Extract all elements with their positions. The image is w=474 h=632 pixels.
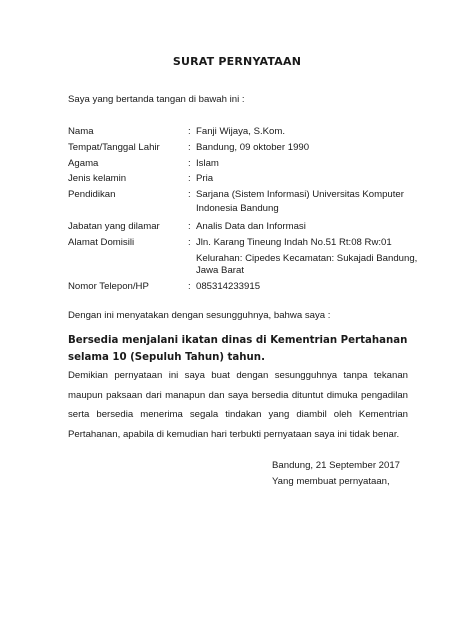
field-value-jenis-kelamin: : Pria [188,173,214,184]
place-date: Bandung, 21 September 2017 [272,460,401,471]
field-label-ttl: Tempat/Tanggal Lahir [68,142,160,153]
declaration-intro: Dengan ini menyatakan dengan sesungguhnya, bahwa saya : [68,310,331,321]
commitment-statement: Bersedia menjalani ikatan dinas di Kementrian Pertahanan selama 10 (Sepuluh Tahun) tahun. [68,335,408,363]
field-label-jenis-kelamin: Jenis kelamin [68,173,127,184]
field-value-alamat-cont: Kelurahan: Cipedes Kecamatan: Sukajadi Bandung, [196,253,418,264]
field-label-jabatan: Jabatan yang dilamar [68,221,160,232]
field-label-pendidikan: Pendidikan [68,189,116,200]
field-value-jabatan: : Analis Data dan Informasi [188,221,306,232]
closing-paragraph: Demikian pernyataan ini saya buat dengan sesungguhnya tanpa tekanan maupun paksaan dari manapun dan saya bersedia dituntut dimuka pengadilan serta bersedia menerima segala tindakan yang diambil oleh Kementrian Pertahanan, apabila di kemudian hari terbukti pernyataan saya ini tidak benar. [68,370,408,440]
field-value-pendidikan-cont: Indonesia Bandung [196,203,279,214]
field-value-nama: : Fanji Wijaya, S.Kom. [188,126,286,137]
field-label-nama: Nama [68,126,94,137]
document-title: SURAT PERNYATAAN [172,55,302,68]
intro-text: Saya yang bertanda tangan di bawah ini : [68,94,245,105]
field-label-agama: Agama [68,158,99,169]
field-value-telepon: : 085314233915 [188,281,261,292]
field-label-alamat: Alamat Domisili [68,237,135,248]
field-value-agama: : Islam [188,158,219,169]
field-value-ttl: : Bandung, 09 oktober 1990 [188,142,310,153]
field-value-alamat: : Jln. Karang Tineung Indah No.51 Rt:08 Rw:01 [188,237,392,248]
field-value-alamat-cont2: Jawa Barat [196,265,244,276]
field-label-telepon: Nomor Telepon/HP [68,281,149,292]
field-value-pendidikan: : Sarjana (Sistem Informasi) Universitas Komputer [188,189,404,200]
signer-line: Yang membuat pernyataan, [272,476,390,487]
